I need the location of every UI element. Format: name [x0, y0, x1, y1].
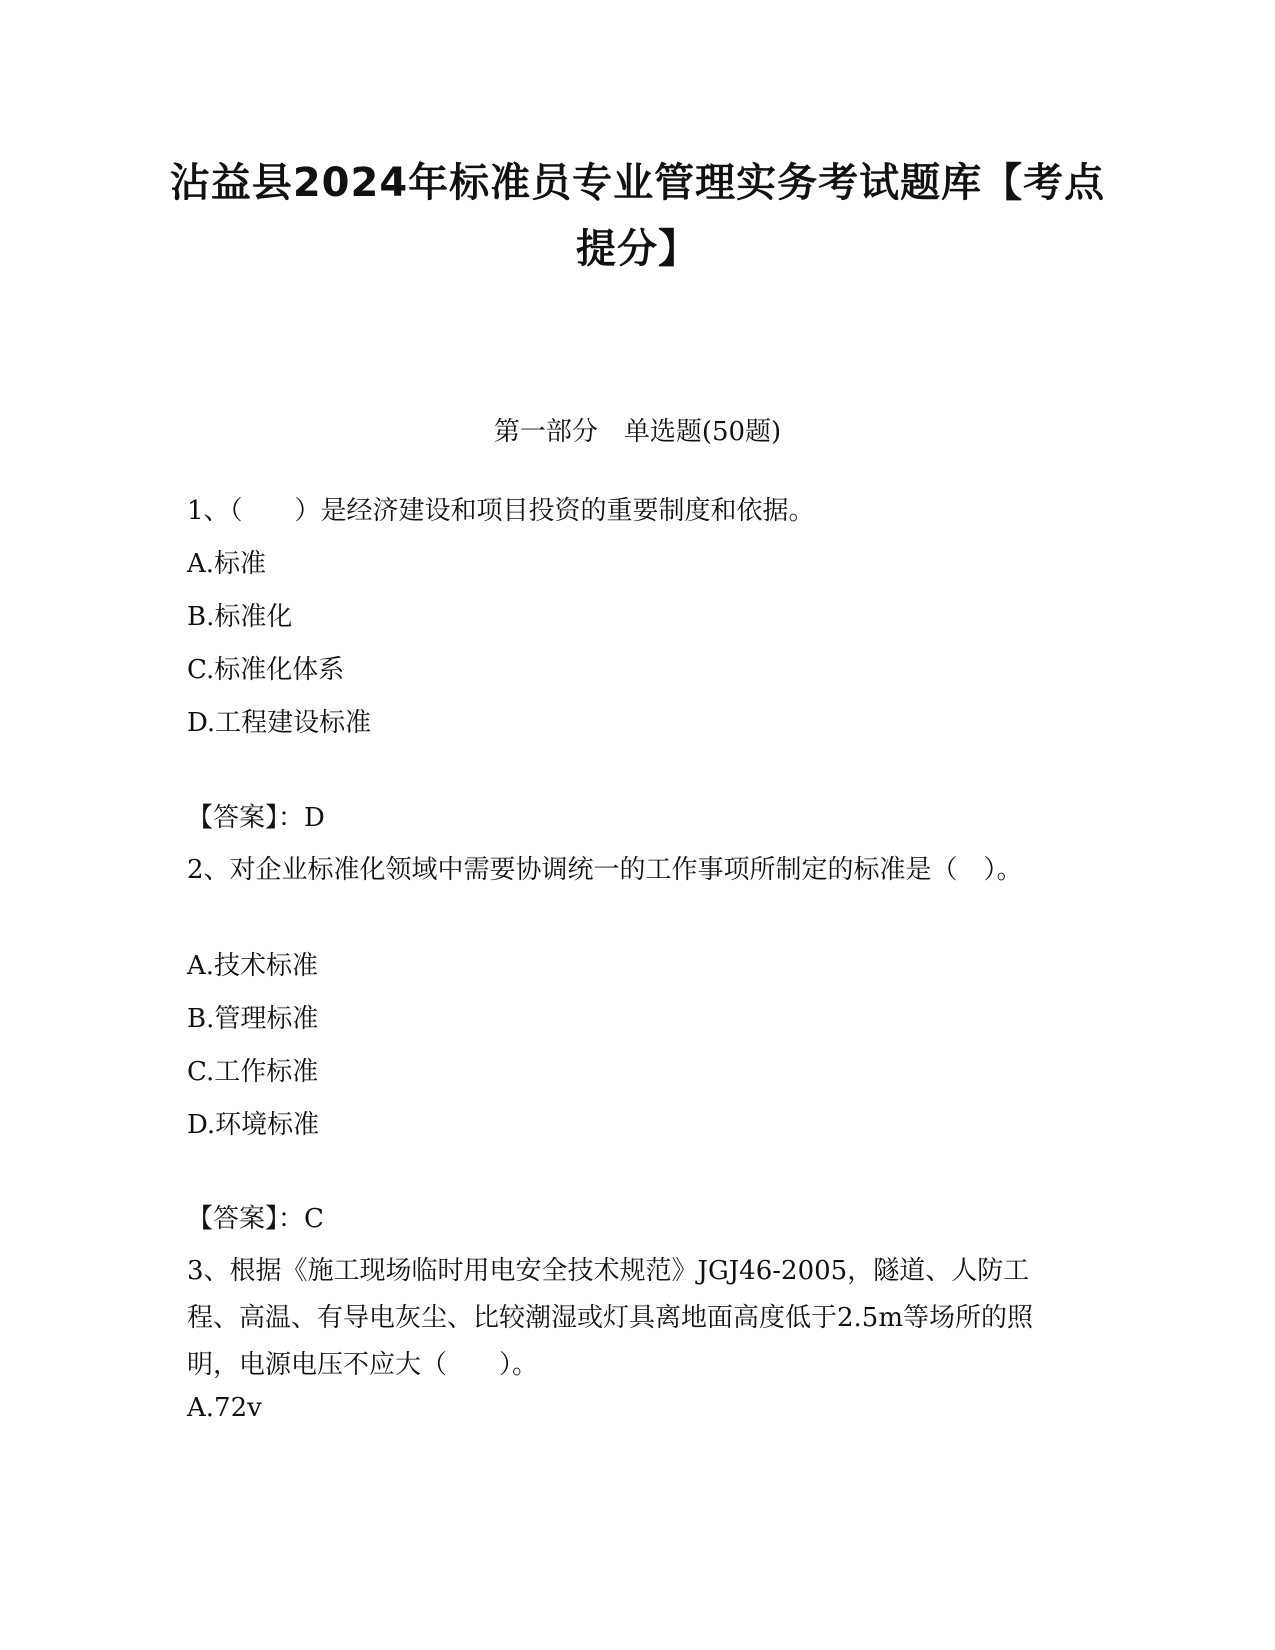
section-heading: 第一部分 单选题(50题)	[493, 417, 782, 447]
question-2-option-b: B.管理标准	[187, 1004, 319, 1034]
question-1-stem: 1、（ ）是经济建设和项目投资的重要制度和依据。	[187, 496, 815, 526]
question-2-option-a: A.技术标准	[187, 951, 319, 981]
question-3-option-a: A.72v	[187, 1393, 262, 1423]
document-title: 沾益县2024年标准员专业管理实务考试题库【考点提分】	[169, 160, 1106, 272]
question-2-answer: 【答案】：C	[187, 1204, 324, 1234]
question-2-option-c: C.工作标准	[187, 1057, 319, 1087]
question-1-option-b: B.标准化	[187, 602, 293, 632]
question-1-option-d: D.工程建设标准	[187, 708, 372, 738]
question-2-option-d: D.环境标准	[187, 1110, 320, 1140]
question-1-option-a: A.标准	[187, 549, 267, 579]
question-1-option-c: C.标准化体系	[187, 655, 345, 685]
question-1-answer: 【答案】：D	[187, 803, 325, 833]
question-3-stem: 3、根据《施工现场临时用电安全技术规范》JGJ46-2005，隧道、人防工程、高温、有导电灰尘、比较潮湿或灯具离地面高度低于2.5m等场所的照明，电源电压不应大（ ）。	[187, 1256, 1034, 1380]
question-2-stem: 2、对企业标准化领域中需要协调统一的工作事项所制定的标准是（ ）。	[187, 855, 1023, 885]
